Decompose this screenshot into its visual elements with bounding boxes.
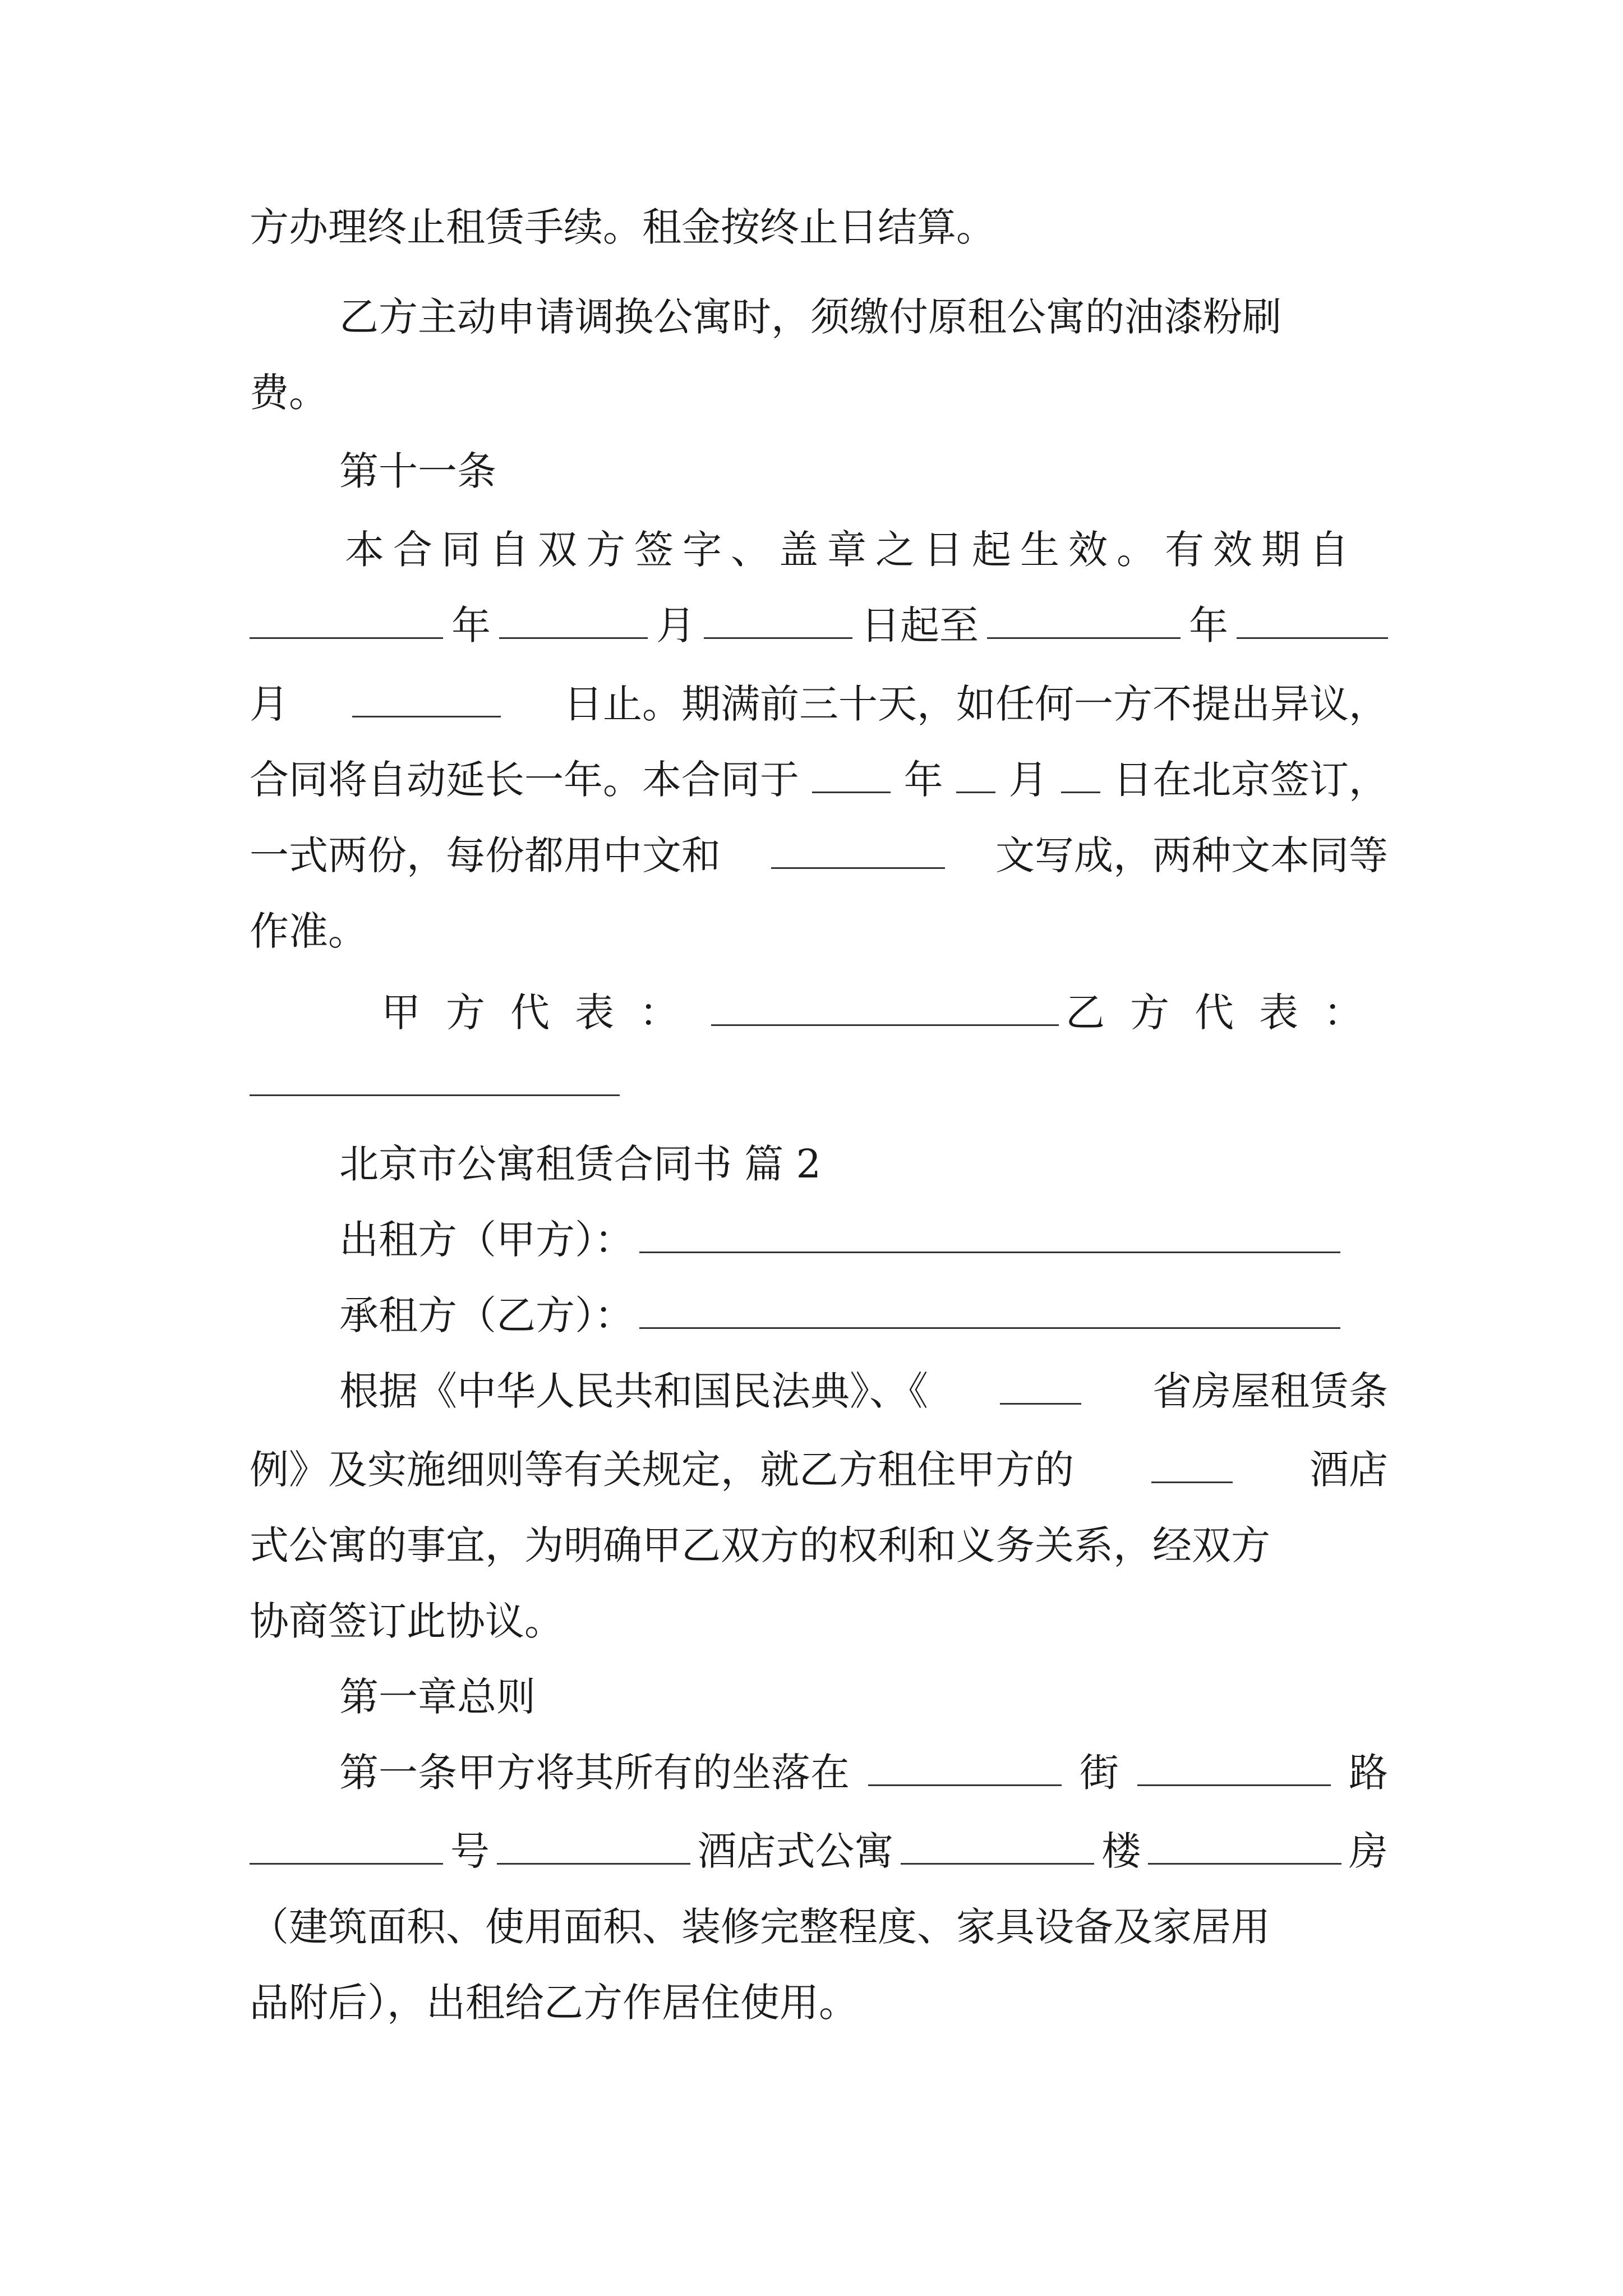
text: 房 <box>1348 1828 1388 1874</box>
text: 第一条甲方将其所有的坐落在 <box>339 1750 850 1796</box>
article-1-line1 <box>339 1745 1388 1801</box>
lessee-line <box>339 1287 1340 1343</box>
text: 月 <box>1008 757 1048 803</box>
text: 日止。期满前三十天，如任何一方不提出异议， <box>564 681 1388 727</box>
text: 年 <box>903 757 943 803</box>
blank-sign-month[interactable] <box>956 756 995 793</box>
blank-apartment[interactable] <box>497 1828 690 1865</box>
text: 楼 <box>1101 1828 1141 1874</box>
blank-language[interactable] <box>771 832 945 869</box>
text: 日起至 <box>861 602 979 648</box>
text: 合同将自动延长一年。本合同于 <box>250 757 799 803</box>
text: 号 <box>450 1828 490 1874</box>
para-effective-line4 <box>250 752 1388 808</box>
para-termination-end <box>250 199 1388 255</box>
text: 月 <box>250 681 289 727</box>
party-b-rep-label: 乙方代表： <box>1066 990 1388 1036</box>
lessee-field[interactable] <box>639 1292 1340 1329</box>
text: （建筑面积、使用面积、装修完整程度、家具设备及家居用 <box>250 1904 1270 1950</box>
text: 一式两份，每份都用中文和 <box>250 832 721 878</box>
para-effective-line1 <box>345 522 1388 578</box>
text: 作准。 <box>250 908 367 954</box>
para-repaint-fee-line2 <box>250 365 1388 421</box>
para-repaint-fee-line1 <box>339 289 1388 345</box>
section-title <box>339 1136 1388 1192</box>
blank-party-a-rep[interactable] <box>711 989 1059 1026</box>
text: 街 <box>1080 1750 1119 1796</box>
blank-sign-year[interactable] <box>812 756 891 793</box>
lessor-label: 出租方（甲方）： <box>339 1217 634 1263</box>
basis-line3 <box>250 1517 1388 1573</box>
lessee-label: 承租方（乙方）： <box>339 1292 634 1338</box>
article-1-line3 <box>250 1899 1388 1955</box>
basis-line4 <box>250 1593 1388 1649</box>
text: 省房屋租赁条 <box>1152 1368 1388 1414</box>
text: 年 <box>1189 602 1228 648</box>
text: 第一章总则 <box>339 1674 536 1720</box>
text: 年 <box>451 602 491 648</box>
blank-road[interactable] <box>1137 1749 1331 1786</box>
text: 式公寓的事宜，为明确甲乙双方的权利和义务关系，经双方 <box>250 1522 1270 1568</box>
text: 日在北京签订， <box>1113 757 1388 803</box>
text: 路 <box>1349 1750 1388 1796</box>
blank-month-to[interactable] <box>1237 602 1388 639</box>
blank-day-to[interactable] <box>352 680 501 717</box>
para-effective-line6 <box>250 903 1388 959</box>
signature-line <box>381 984 1388 1041</box>
blank-hotel-name[interactable] <box>1151 1446 1233 1483</box>
article-1-line2 <box>250 1823 1388 1879</box>
text: 酒店式公寓 <box>697 1828 894 1874</box>
blank-year-from[interactable] <box>250 602 443 639</box>
blank-building[interactable] <box>901 1828 1094 1865</box>
blank-day-from[interactable] <box>704 602 852 639</box>
text: 本合同自双方签字、盖章之日起生效。有效期自 <box>345 527 1358 573</box>
text: 月 <box>656 602 695 648</box>
para-effective-line5 <box>250 827 1388 884</box>
article-11-heading <box>339 443 1388 499</box>
text: 根据《中华人民共和国民法典》、《 <box>339 1368 928 1414</box>
text: 协商签订此协议。 <box>250 1598 564 1644</box>
text: 酒店 <box>1310 1447 1388 1493</box>
text: 第十一条 <box>339 448 496 494</box>
blank-room[interactable] <box>1148 1828 1341 1865</box>
lessor-line <box>339 1212 1340 1268</box>
para-effective-line3 <box>250 676 1388 732</box>
article-1-line4 <box>250 1975 1388 2031</box>
blank-province[interactable] <box>1000 1368 1081 1405</box>
chapter-1-heading <box>339 1669 1388 1725</box>
signature-line-2 <box>250 1055 1388 1111</box>
blank-sign-day[interactable] <box>1061 756 1100 793</box>
text: 方办理终止租赁手续。租金按终止日结算。 <box>250 204 995 250</box>
blank-street[interactable] <box>868 1749 1062 1786</box>
para-effective-line2 <box>250 597 1388 654</box>
blank-party-b-rep[interactable] <box>250 1059 620 1096</box>
text: 文写成，两种文本同等 <box>995 832 1388 878</box>
basis-line1 <box>339 1363 1388 1419</box>
lessor-field[interactable] <box>639 1216 1340 1253</box>
text: 例》及实施细则等有关规定，就乙方租住甲方的 <box>250 1447 1074 1493</box>
blank-month-from[interactable] <box>499 602 648 639</box>
text: 品附后），出租给乙方作居住使用。 <box>250 1980 858 2026</box>
blank-number[interactable] <box>250 1828 443 1865</box>
text: 费。 <box>250 370 328 416</box>
blank-year-to[interactable] <box>987 602 1181 639</box>
text: 北京市公寓租赁合同书 篇 2 <box>339 1141 822 1187</box>
party-a-rep-label: 甲方代表： <box>381 990 704 1036</box>
text: 乙方主动申请调换公寓时，须缴付原租公寓的油漆粉刷 <box>339 294 1281 340</box>
basis-line2 <box>250 1442 1388 1498</box>
